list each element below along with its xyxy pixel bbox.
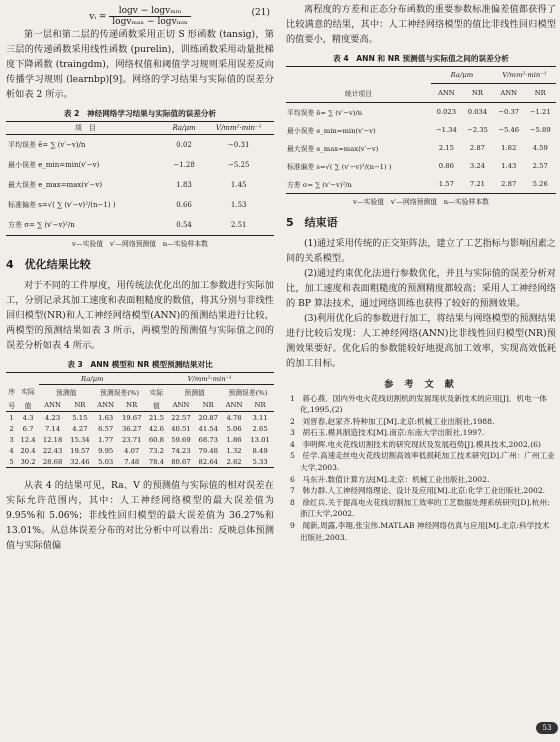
table3-cell: 5.06 (226, 424, 242, 433)
table-row (6, 155, 274, 175)
table3-subheader: NR (126, 400, 138, 409)
table3-cell: 19.67 (121, 413, 142, 422)
table4-cell: 2.15 (438, 143, 454, 152)
table3-subheader: NR (254, 400, 266, 409)
table-row (6, 215, 274, 236)
table2-cell: 2.51 (230, 221, 247, 229)
table3-subheader: ANN (44, 400, 61, 409)
table3-cell: 21.5 (148, 413, 164, 422)
table3-cell: 1.63 (98, 413, 114, 422)
table2-header-item: 项 目 (74, 124, 96, 132)
table2-row-label: 平均误差 ē= ∑ (v′−v)/n (8, 141, 86, 149)
table3-cell: 30.2 (20, 457, 36, 466)
conclusion-2: (2)通过约束优化法进行参数优化，并且与实际值的误差分析对比，加工速度和表面粗糙度的预测精度都较高；采用人工神经网络的 BP 算法技术，通过网络训练也获得了较好的预测效果。 (286, 267, 556, 309)
table2-cell: 0.66 (176, 201, 192, 209)
table3-cell: 1 (9, 413, 14, 422)
equation-numerator: logv − logvₘᵢₙ (109, 6, 191, 17)
table4-cell: 7.21 (469, 179, 486, 188)
table3-cell: 4.78 (226, 413, 242, 422)
table2-cell: 0.54 (176, 221, 192, 229)
table4-cell: 0.023 (436, 107, 457, 116)
table4-cell: 2.57 (532, 161, 548, 170)
equation-number: (21) (251, 8, 270, 18)
table3-header: 实际 (21, 388, 35, 397)
paragraph-error-analysis: 从表 4 的结果可见，Ra、V 的预测值与实际值的相对误差在实际允许范围内，其中：人工神经网络模型的最大误差值为 9.95%和 5.06%；非线性回归模型的最大误差值为 36.27%和 13.01%。从总体误差分布的对比分析中可以看出：反映总体预测值与实际值偏 (6, 480, 274, 551)
left-column (6, 0, 274, 553)
table3-cell: 5.33 (252, 457, 268, 466)
table3-cell: 2 (9, 424, 14, 433)
table2-cell: 0.02 (176, 141, 192, 149)
table4 (286, 66, 556, 194)
table3-cell: 3 (9, 435, 14, 444)
table3-cell: 79.48 (198, 446, 218, 455)
table4-header-item: 统计项目 (344, 89, 372, 98)
table3-cell: 36.27 (121, 424, 142, 433)
table4-group-v: V/mm²·min⁻¹ (493, 67, 556, 84)
table3-subheader: NR (74, 400, 86, 409)
table3-cell: 20.87 (198, 413, 218, 422)
table3-cell: 78.4 (148, 457, 164, 466)
reference-item: 6 马东升.数值计算方法[M].北京：机械工业出版社,2002. (290, 474, 490, 484)
section-5-heading: 5 结束语 (286, 215, 338, 229)
table4-cell: 0.86 (438, 161, 454, 170)
table-row (286, 157, 556, 175)
table3-subheader: ANN (97, 400, 115, 409)
table4-cell: 2.87 (469, 143, 486, 152)
table-row (6, 423, 274, 434)
table4-row-label: 最小误差 e_min=min(v′−v) (287, 126, 376, 135)
table2-row-label: 方差 σ= ∑ (v′−v)²/n (8, 221, 75, 229)
table3-cell: 5.03 (98, 457, 114, 466)
table3-cell: 74.23 (171, 446, 191, 455)
table3-cell: 82.64 (198, 457, 218, 466)
table-row (6, 445, 274, 456)
table3-cell: 60.8 (148, 435, 164, 444)
table4-footnote: v—实验值 v′—网络预测值 n—实验样本数 (353, 197, 489, 206)
reference-item: 7 韩力群.人工神经网络理论、设计及应用[M].北京:化学工业出版社,2002. (290, 486, 546, 496)
reference-item: 3 胡石玉.模具制造技术[M].南京:东南大学出版社,1997. (290, 428, 485, 438)
table3-cell: 12.4 (20, 435, 36, 444)
table3-caption: 表 3 ANN 模型和 NR 模型预测结果对比 (67, 360, 213, 369)
table3-cell: 7.14 (45, 424, 61, 433)
table-row (286, 102, 556, 121)
table3-cell: 15.34 (70, 435, 90, 444)
table3-cell: 41.54 (198, 424, 218, 433)
table-row (286, 175, 556, 194)
table2-row-label: 最小误差 e_min=min(v′−v) (8, 161, 100, 169)
table-row (6, 412, 274, 424)
paragraph-continued: 离程度的方差和正态分布函数的重要参数标准偏差值都获得了比较满意的结果，其中：人工神经网络模型的值比非线性回归模型的值要小，精度要高。 (286, 4, 556, 45)
table4-subheader: ANN (500, 88, 518, 97)
table3-subheader: ANN (225, 400, 243, 409)
table2-header-ra: Ra/μm (172, 124, 196, 132)
table3-cell: 40.51 (171, 424, 191, 433)
table2-cell: −0.31 (227, 141, 250, 149)
table3-cell: 8.49 (252, 446, 268, 455)
table4-cell: −5.46 (498, 125, 520, 134)
table3-header: 预测误差(%) (100, 388, 139, 397)
table2-cell: 1.45 (230, 181, 247, 189)
table-row (6, 135, 274, 156)
table2-cell: −5.25 (227, 161, 250, 169)
table3-cell: 68.73 (198, 435, 218, 444)
table3-cell: 28.68 (42, 457, 63, 466)
table3-subheader: ANN (172, 400, 190, 409)
table3-cell: 23.71 (121, 435, 142, 444)
table2-header-v: V/mm²·min⁻¹ (215, 124, 262, 132)
table3-cell: 20.4 (20, 446, 36, 455)
equation-21 (6, 6, 274, 27)
paragraph-comparison: 对于不同的工件厚度，用传统法优化出的加工参数进行实际加工，分别记录其加工速度和表面粗糙度的数值，将其分别与非线性回归模型(NR)和人工神经网络模型(ANN)的预测结果进行比较，两模型的预测结果如表 3 所示，两模型的预测值与实际值之间的误差分析如表 4 所示。 (6, 280, 274, 351)
table4-cell: −0.37 (498, 107, 520, 116)
table3-cell: 12.18 (42, 435, 63, 444)
page-badge: 53 (536, 722, 558, 734)
table3-cell: 6.57 (98, 424, 114, 433)
table3 (6, 372, 274, 468)
table3-header: 预测误差(%) (228, 388, 268, 397)
table4-subheader: NR (534, 88, 546, 97)
table3-cell: 4 (9, 446, 14, 455)
table3-group-v: V/mm²·min⁻¹ (146, 373, 274, 385)
table3-subheader: 号 (8, 401, 15, 410)
conclusion-1: (1)通过采用传统的正交矩阵法，建立了工艺指标与影响因素之间的关系模型。 (286, 237, 556, 264)
table4-cell: −1.21 (529, 107, 551, 116)
table-row (6, 434, 274, 445)
table2-row-label: 标准偏差 s=√( ∑ (v′−v)²/(n−1) ) (8, 201, 116, 209)
table3-cell: 3.11 (252, 413, 268, 422)
reference-item: 1 蒋心燕．国内外电火花线切割机的发展现状及新技术的应用[J]．机电一体化,1995,(2) (290, 393, 547, 415)
table3-header: 序 (8, 388, 15, 397)
reference-item: 4 李明辉.电火花线切割技术的研究现状及发展趋势[J].模具技术,2002,(6) (290, 439, 541, 449)
table-row (6, 195, 274, 215)
table4-cell: 4.59 (532, 143, 548, 152)
references-heading: 参 考 文 献 (384, 379, 458, 390)
table4-cell: −1.34 (435, 125, 457, 134)
equation-denominator: logvₘₐₓ − logvₘᵢₙ (112, 17, 188, 27)
table3-cell: 80.67 (171, 457, 191, 466)
table-row (6, 456, 274, 468)
table3-cell: 1.86 (226, 435, 242, 444)
table3-group-ra: Ra/μm (39, 373, 146, 385)
table3-cell: 73.2 (148, 446, 164, 455)
table3-cell: 6.7 (22, 424, 34, 433)
reference-item: 2 刘晋春,赵家齐.特种加工[M].北京:机械工业出版社,1988. (290, 416, 495, 426)
table4-cell: 2.87 (501, 179, 517, 188)
table4-row-label: 标准偏差 s=√( ∑ (v′−v)²/(n−1) ) (287, 162, 392, 171)
table3-cell: 4.07 (124, 446, 140, 455)
table-row (6, 175, 274, 195)
table3-cell: 2.82 (226, 457, 242, 466)
table4-cell: −5.89 (529, 125, 551, 134)
table4-cell: 3.24 (469, 161, 486, 170)
table3-cell: 4.27 (72, 424, 88, 433)
table3-cell: 1.32 (226, 446, 242, 455)
table3-cell: 42.6 (148, 424, 164, 433)
table2-cell: 1.53 (230, 201, 247, 209)
table3-cell: 1.77 (98, 435, 114, 444)
table4-cell: 5.26 (532, 179, 548, 188)
table3-cell: 59.69 (171, 435, 191, 444)
table3-header: 实际 (149, 388, 164, 397)
table3-header: 预测值 (184, 388, 205, 397)
reference-item: 9 闻新,周露,李翔,张宝伟.MATLAB 神经网络仿真与应用[M].北京:科学技术出版社,2003. (290, 521, 550, 542)
table3-cell: 7.48 (124, 457, 140, 466)
table3-cell: 5 (9, 457, 14, 466)
table3-cell: 2.65 (252, 424, 268, 433)
table4-subheader: NR (471, 88, 483, 97)
table4-cell: 0.034 (467, 107, 488, 116)
table2-cell: −1.28 (173, 161, 195, 169)
table3-cell: 5.15 (72, 413, 88, 422)
table2-row-label: 最大误差 e_max=max(v′−v) (8, 181, 103, 189)
table3-header: 预测值 (56, 388, 77, 397)
table3-cell: 13.01 (250, 435, 270, 444)
table4-caption: 表 4 ANN 和 NR 预测值与实际值之间的误差分析 (333, 54, 509, 63)
table-row (286, 139, 556, 157)
table3-cell: 22.43 (42, 446, 63, 455)
table4-cell: 1.43 (501, 161, 517, 170)
table4-group-ra: Ra/μm (431, 67, 493, 84)
table3-cell: 4.3 (22, 413, 34, 422)
table4-row-label: 最大误差 e_max=max(v′−v) (287, 144, 379, 153)
table4-cell: 1.82 (501, 143, 517, 152)
table4-row-label: 方差 σ= ∑ (v′−v)²/n (287, 180, 352, 189)
equation-lhs: vᵢ = (89, 12, 107, 22)
table3-subheader: 值 (24, 401, 32, 410)
reference-item: 5 任学.高速走丝电火花线切割高效率低损耗加工技术研究[D].广州：广州工业大学,2003. (290, 451, 555, 473)
table3-cell: 32.46 (70, 457, 90, 466)
right-column (286, 0, 556, 543)
table4-subheader: ANN (437, 88, 455, 97)
table-row (286, 121, 556, 139)
table4-cell: −2.35 (467, 125, 488, 134)
table2-caption: 表 2 神经网络学习结果与实际值的误差分析 (63, 109, 217, 118)
reference-item: 8 徐红兵.关于提高电火花线切割加工效率的工艺数据处理系统研究[D].杭州:浙江大学,2002. (290, 497, 550, 519)
conclusion-3: (3)利用优化后的参数进行加工，将结果与网络模型的预测结果进行比较后发现：人工神经网络(ANN)比非线性回归模型(NR)预测效果要好。优化后的参数能较好地提高加工效率，实现高效低耗的加工目标。 (286, 312, 556, 369)
table3-subheader: 值 (153, 401, 160, 410)
table3-cell: 9.95 (98, 446, 114, 455)
table4-row-label: 平均误差 ē= ∑ (v′−v)/n (287, 108, 363, 117)
table3-subheader: NR (202, 400, 214, 409)
table3-cell: 19.57 (70, 446, 90, 455)
table2-cell: 1.83 (176, 181, 192, 189)
table2 (6, 121, 274, 236)
table3-cell: 4.23 (45, 413, 61, 422)
table2-footnote: v—实验值 v′—网络预测值 n—实验样本数 (72, 240, 208, 248)
table4-cell: 1.57 (438, 179, 454, 188)
table3-cell: 22.57 (171, 413, 191, 422)
paragraph-network-functions: 第一层和第二层的传递函数采用正切 S 形函数 (tansig)，第三层的传递函数采用线性函数 (purelin)，训练函数采用动量批梯度下降函数 (traingdm)，网络权值和阈值学习规则采用误差反向传播学习规则 (learnbp)[9]。网络的学习结果与实际值的误差分析如表 2 所示。 (6, 29, 274, 100)
section-4-heading: 4 优化结果比较 (6, 258, 91, 271)
